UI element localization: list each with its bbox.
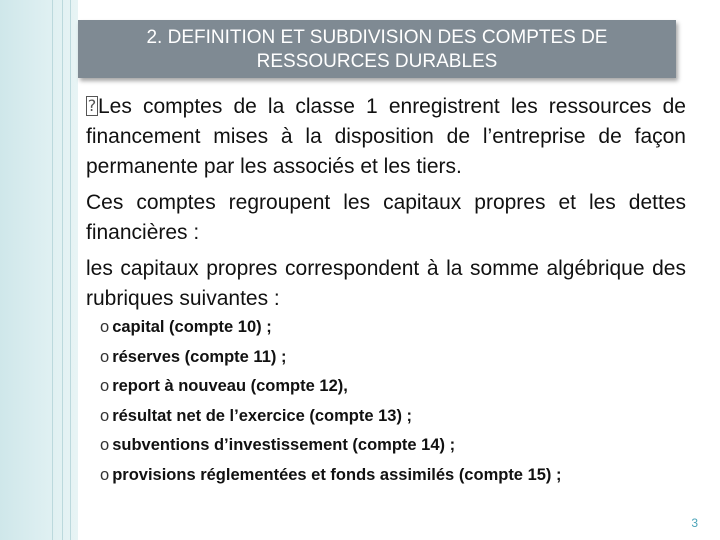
paragraph-2: Ces comptes regroupent les capitaux propres et les dettes financières : — [86, 191, 686, 244]
list-item-text: réserves (compte 11) ; — [112, 347, 287, 366]
list-item-text: provisions réglementées et fonds assimilés (compte 15) ; — [112, 465, 562, 484]
list-item-text: capital (compte 10) ; — [112, 318, 272, 336]
bullet-marker: o — [100, 406, 110, 425]
band-stripe — [70, 0, 71, 540]
paragraph-1-text: Les comptes de la classe 1 enregistrent les ressources de financement mises à la disposition de l’entreprise de façon permanente par les associés et les tiers. — [86, 95, 686, 178]
bullet-marker: o — [100, 318, 110, 336]
paragraph-3: les capitaux propres correspondent à la somme algébrique des rubriques suivantes : — [86, 257, 686, 310]
slide-body — [86, 92, 686, 320]
bullet-marker: o — [100, 465, 110, 484]
slide-title-line-2: RESSOURCES DURABLES — [256, 51, 498, 72]
band-stripe — [52, 0, 53, 540]
missing-glyph-icon: ? — [87, 96, 97, 115]
list-item — [100, 461, 700, 491]
left-decorative-band — [0, 0, 78, 540]
paragraph-1 — [86, 92, 686, 182]
list-item — [100, 372, 700, 402]
list-item-text: résultat net de l’exercice (compte 13) ; — [112, 406, 413, 425]
list-item — [100, 402, 700, 432]
band-stripe — [62, 0, 63, 540]
page-number: 3 — [691, 516, 698, 530]
list-item-text: subventions d’investissement (compte 14) ; — [112, 436, 456, 454]
list-item — [100, 431, 700, 461]
account-list — [100, 313, 700, 490]
slide-title-line-1: 2. DEFINITION ET SUBDIVISION DES COMPTES DE — [146, 27, 608, 48]
slide-title — [78, 20, 676, 78]
bullet-marker: o — [100, 377, 110, 395]
list-item-text: report à nouveau (compte 12), — [112, 377, 348, 395]
list-item — [100, 343, 700, 373]
bullet-marker: o — [100, 347, 110, 366]
bullet-marker: o — [100, 436, 110, 454]
list-item — [100, 313, 700, 343]
